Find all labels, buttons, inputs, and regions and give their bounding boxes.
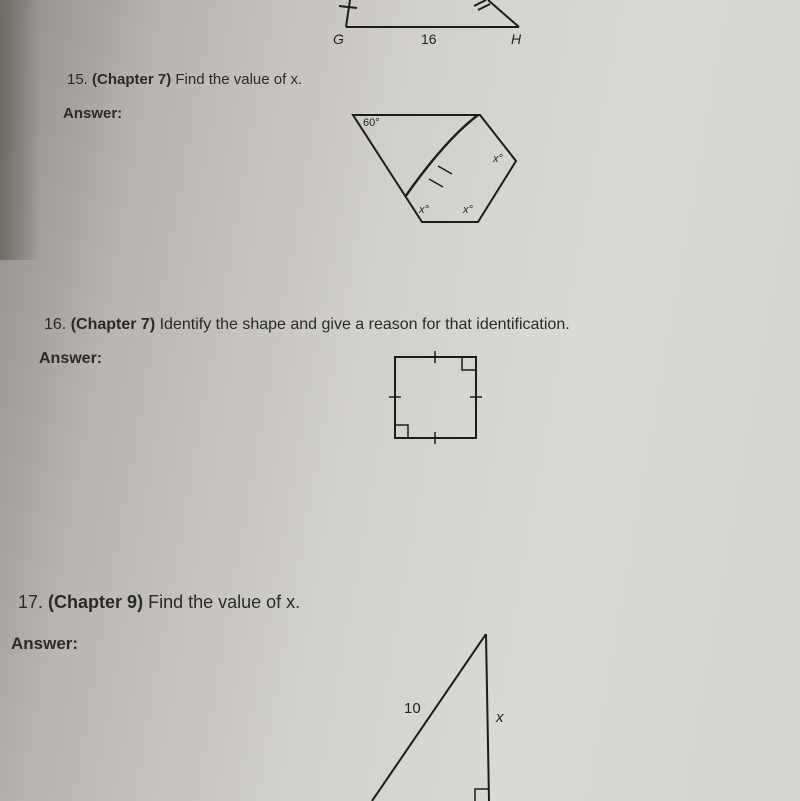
question-16 bbox=[44, 316, 570, 334]
question-number: 16. bbox=[44, 316, 67, 333]
question-prompt: Identify the shape and give a reason for that identification. bbox=[159, 316, 570, 333]
vertex-label-g: G bbox=[333, 31, 344, 47]
question-chapter: (Chapter 9) bbox=[48, 592, 144, 612]
question-prompt: Find the value of x. bbox=[148, 592, 301, 612]
hypotenuse-label: 10 bbox=[404, 700, 421, 717]
angle-label-60: 60° bbox=[363, 117, 380, 129]
question-17 bbox=[18, 592, 300, 613]
side-x-label: x bbox=[496, 709, 504, 726]
question-chapter: (Chapter 7) bbox=[92, 71, 172, 88]
right-triangle-figure bbox=[372, 634, 489, 801]
question-number: 15. bbox=[67, 71, 88, 88]
question-number: 17. bbox=[18, 592, 44, 612]
top-triangle-figure bbox=[339, 0, 519, 27]
answer-label-16: Answer: bbox=[39, 350, 103, 367]
angle-label-x-bottom-right: x° bbox=[463, 204, 473, 216]
angle-label-x-right: x° bbox=[493, 153, 503, 165]
answer-label-17: Answer: bbox=[11, 634, 79, 653]
pentagon-figure bbox=[353, 115, 516, 222]
question-chapter: (Chapter 7) bbox=[70, 316, 156, 333]
angle-label-x-bottom-left: x° bbox=[419, 204, 429, 216]
question-prompt: Find the value of x. bbox=[175, 71, 303, 88]
question-15 bbox=[67, 71, 302, 88]
side-length-label: 16 bbox=[421, 31, 437, 47]
answer-label-15: Answer: bbox=[63, 105, 123, 122]
square-figure bbox=[389, 351, 482, 444]
vertex-label-h: H bbox=[511, 31, 522, 47]
